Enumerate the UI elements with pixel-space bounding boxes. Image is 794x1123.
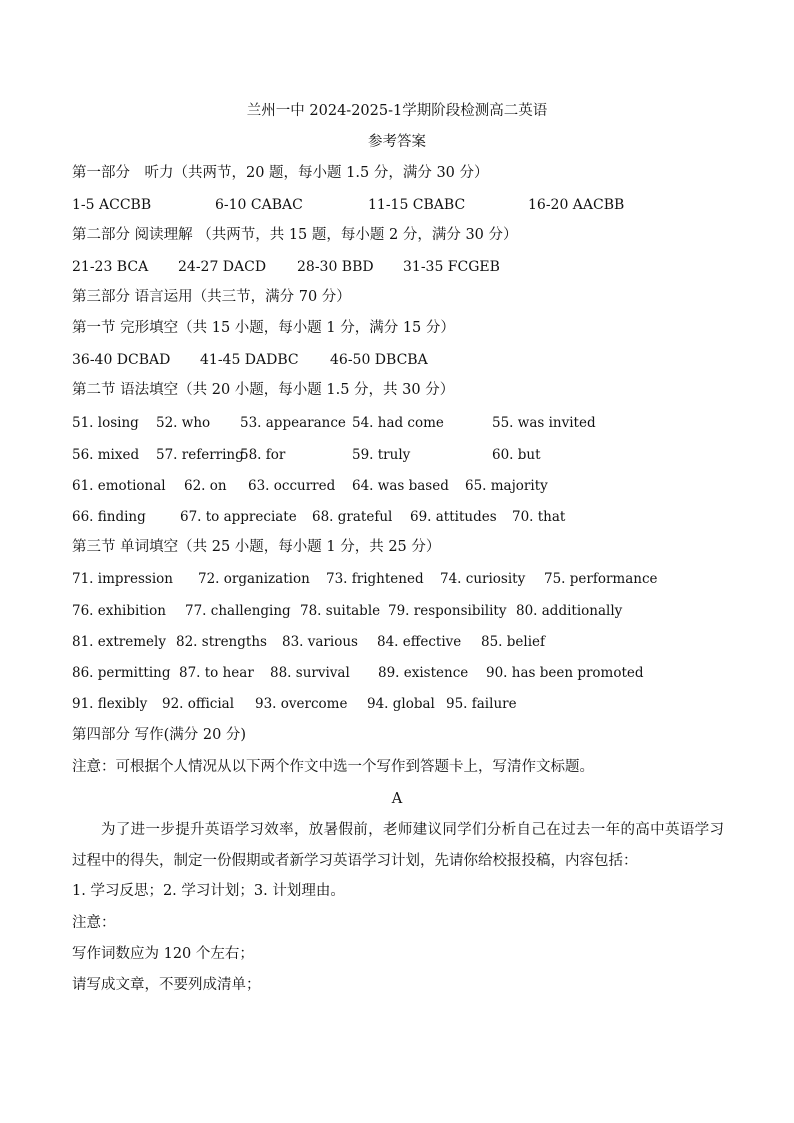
answer-item: 56. mixed xyxy=(72,447,140,463)
answer-item: 66. finding xyxy=(72,509,146,525)
answer-item: 70. that xyxy=(512,509,566,525)
document-subtitle: 参考答案 xyxy=(368,134,426,150)
answer-item: 57. referring xyxy=(156,447,244,463)
answer-item: 74. curiosity xyxy=(440,571,526,587)
answer-item: 76. exhibition xyxy=(72,603,166,619)
answer-group: 46-50 DBCBA xyxy=(330,352,428,368)
answer-group: 6-10 CABAC xyxy=(215,197,303,213)
answer-item: 81. extremely xyxy=(72,634,166,650)
answer-item: 86. permitting xyxy=(72,665,171,681)
answer-group: 16-20 AACBB xyxy=(528,197,625,213)
answer-item: 64. was based xyxy=(352,478,449,494)
answer-item: 85. belief xyxy=(481,634,546,650)
answer-item: 69. attitudes xyxy=(410,509,497,525)
answer-item: 80. additionally xyxy=(516,603,623,619)
section2-heading: 第二节 语法填空（共 20 小题，每小题 1.5 分，共 30 分） xyxy=(72,382,455,398)
section3-heading: 第三节 单词填空（共 25 小题，每小题 1 分，共 25 分） xyxy=(72,539,441,555)
answer-item: 54. had come xyxy=(352,415,444,431)
answer-item: 62. on xyxy=(184,478,227,494)
answer-item: 92. official xyxy=(162,696,235,712)
answer-item: 75. performance xyxy=(544,571,658,587)
answer-group: 21-23 BCA xyxy=(72,259,149,275)
answer-group: 36-40 DCBAD xyxy=(72,352,171,368)
answer-item: 71. impression xyxy=(72,571,173,587)
answer-group: 11-15 CBABC xyxy=(368,197,466,213)
answer-item: 51. losing xyxy=(72,415,139,431)
answer-item: 65. majority xyxy=(465,478,548,494)
answer-item: 94. global xyxy=(367,696,435,712)
part1-heading: 第一部分 听力（共两节，20 题，每小题 1.5 分，满分 30 分） xyxy=(72,165,489,181)
answer-item: 89. existence xyxy=(378,665,469,681)
answer-group: 1-5 ACCBB xyxy=(72,197,152,213)
answer-item: 72. organization xyxy=(198,571,310,587)
answer-item: 93. overcome xyxy=(255,696,348,712)
answer-item: 88. survival xyxy=(270,665,350,681)
answer-item: 53. appearance xyxy=(240,415,346,431)
answer-group: 31-35 FCGEB xyxy=(403,259,500,275)
answer-group: 28-30 BBD xyxy=(297,259,374,275)
part2-heading: 第二部分 阅读理解 （共两节，共 15 题，每小题 2 分，满分 30 分） xyxy=(72,227,518,243)
answer-item: 68. grateful xyxy=(312,509,393,525)
answer-item: 59. truly xyxy=(352,447,411,463)
answer-item: 91. flexibly xyxy=(72,696,148,712)
prompt-paragraph xyxy=(72,815,724,877)
answer-item: 82. strengths xyxy=(176,634,267,650)
answer-group: 41-45 DADBC xyxy=(200,352,299,368)
section1-heading: 第一节 完形填空（共 15 小题，每小题 1 分，满分 15 分） xyxy=(72,320,455,336)
answer-item: 87. to hear xyxy=(179,665,254,681)
answer-item: 84. effective xyxy=(377,634,462,650)
answer-item: 67. to appreciate xyxy=(180,509,297,525)
answer-item: 79. responsibility xyxy=(388,603,507,619)
answer-item: 52. who xyxy=(156,415,211,431)
answer-item: 90. has been promoted xyxy=(486,665,644,681)
note-item: 写作词数应为 120 个左右； xyxy=(72,946,254,962)
prompt-text: 为了进一步提升英语学习效率，放暑假前，老师建议同学们分析自己在过去一年的高中英语学习过程中的得失，制定一份假期或者新学习英语学习计划，先请你给校报投稿，内容包括： xyxy=(72,822,724,869)
answer-item: 77. challenging xyxy=(185,603,291,619)
answer-item: 83. various xyxy=(282,634,358,650)
option-label: A xyxy=(391,791,403,807)
document-title: 兰州一中 2024-2025-1学期阶段检测高二英语 xyxy=(246,103,548,119)
part4-heading: 第四部分 写作(满分 20 分) xyxy=(72,727,247,743)
answer-item: 60. but xyxy=(492,447,541,463)
answer-item: 58. for xyxy=(240,447,286,463)
prompt-points: 1. 学习反思；2. 学习计划；3. 计划理由。 xyxy=(72,883,345,899)
answer-item: 55. was invited xyxy=(492,415,596,431)
answer-group: 24-27 DACD xyxy=(178,259,267,275)
answer-item: 78. suitable xyxy=(300,603,381,619)
part4-note: 注意：可根据个人情况从以下两个作文中选一个写作到答题卡上，写清作文标题。 xyxy=(72,759,594,775)
answer-item: 63. occurred xyxy=(248,478,336,494)
answer-item: 95. failure xyxy=(446,696,517,712)
notes-label: 注意： xyxy=(72,915,116,931)
answer-item: 61. emotional xyxy=(72,478,166,494)
note-item: 请写成文章，不要列成清单； xyxy=(72,977,261,993)
part3-heading: 第三部分 语言运用（共三节，满分 70 分） xyxy=(72,289,351,305)
answer-item: 73. frightened xyxy=(326,571,424,587)
